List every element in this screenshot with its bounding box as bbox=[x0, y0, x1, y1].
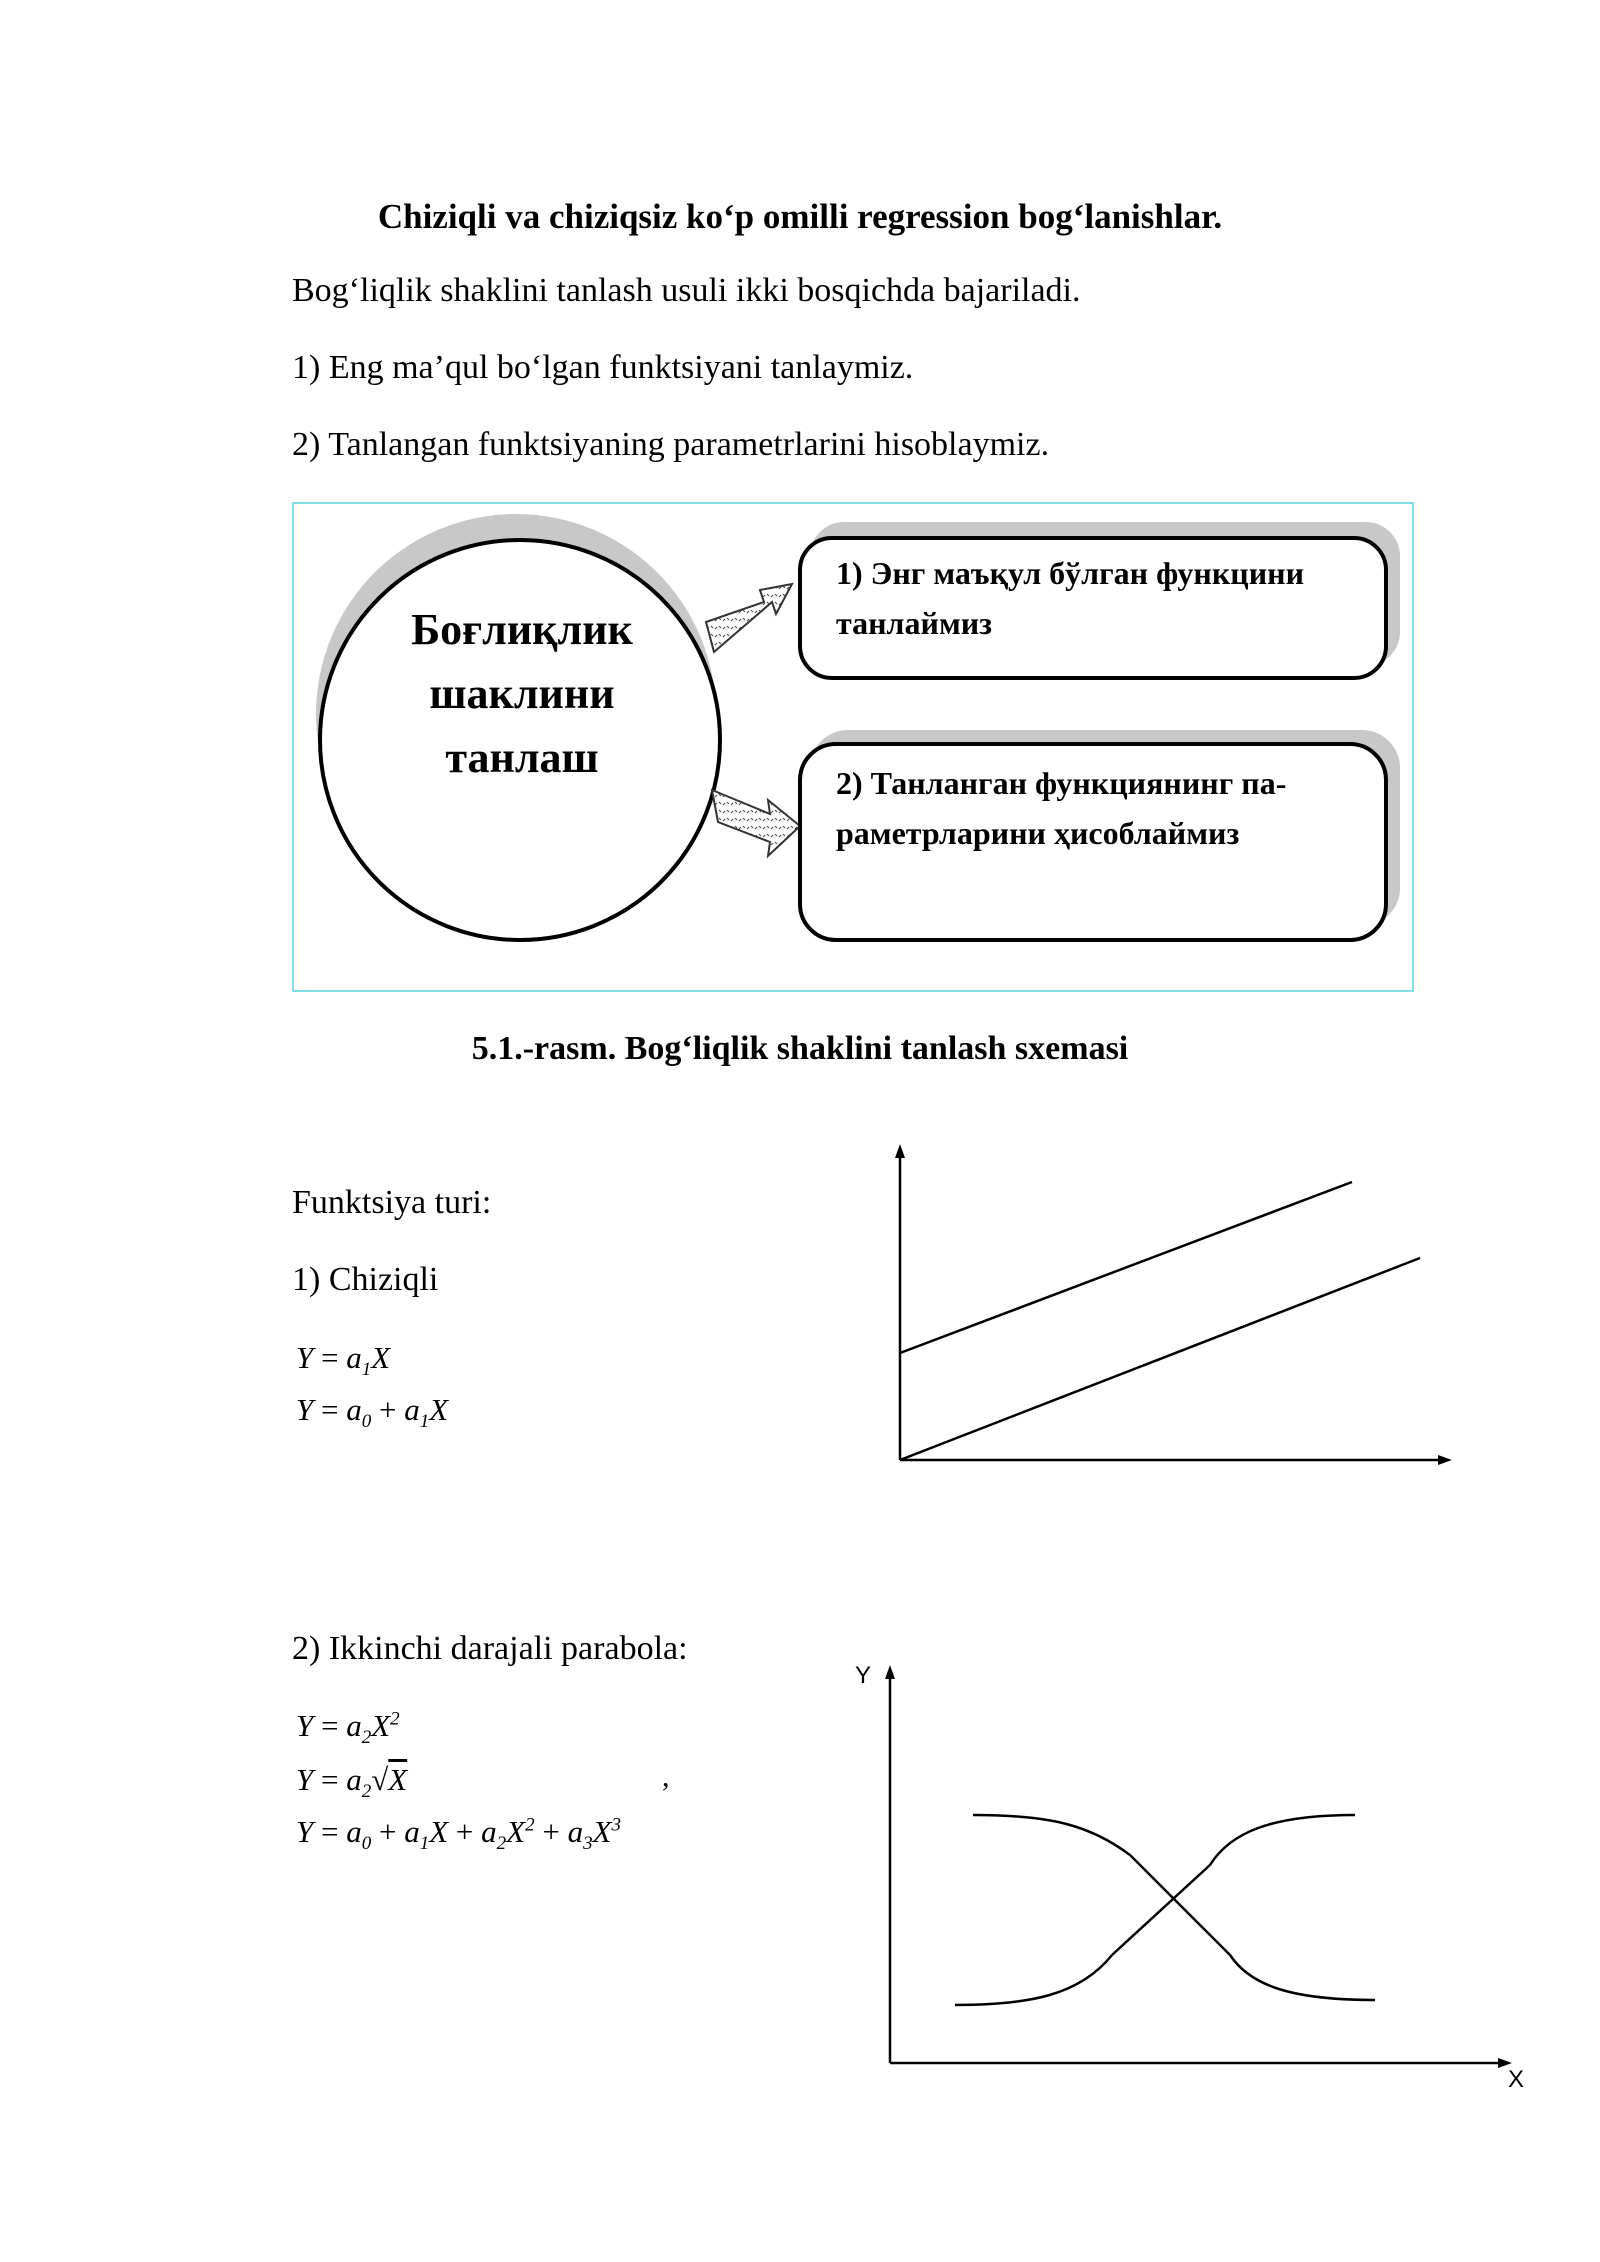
linear-graph bbox=[880, 1140, 1460, 1480]
x-axis-arrow-icon bbox=[1438, 1455, 1452, 1465]
box-2-text-line-1: 2) Танланган функциянинг па- bbox=[836, 765, 1287, 801]
formula-linear-2: $Y = a_0 + a_1X$ bbox=[296, 1392, 449, 1433]
arrow-to-box-1 bbox=[706, 584, 792, 652]
circle-text-line-2: шаклини bbox=[429, 669, 615, 718]
curve-decreasing-upper bbox=[973, 1815, 1130, 1855]
box-2-text-line-2: раметрларини ҳисоблаймиз bbox=[836, 815, 1240, 851]
curve-increasing-upper bbox=[1210, 1815, 1355, 1865]
function-type-label: Funktsiya turi: bbox=[292, 1184, 492, 1221]
y-axis-arrow-icon bbox=[895, 1144, 905, 1158]
y-axis-arrow-icon bbox=[885, 1665, 895, 1679]
formula-separator: , bbox=[662, 1760, 670, 1793]
formula-parabola-1: $Y = a_2X^2$ bbox=[296, 1708, 400, 1749]
linear-heading: 1) Chiziqli bbox=[292, 1261, 439, 1298]
selection-scheme-diagram bbox=[292, 502, 1414, 992]
step-2-text: 2) Tanlangan funktsiyaning parametrlarini hisoblaymiz. bbox=[292, 426, 1050, 463]
circle-text-line-3: танлаш bbox=[445, 733, 599, 782]
parabola-heading: 2) Ikkinchi darajali parabola: bbox=[292, 1630, 688, 1667]
line-through-origin bbox=[900, 1258, 1420, 1460]
curve-decreasing-lower bbox=[1230, 1955, 1375, 2000]
line-with-intercept bbox=[900, 1182, 1352, 1353]
crossing-line-down bbox=[1130, 1855, 1230, 1955]
circle-text-line-1: Боғлиқлик bbox=[411, 605, 633, 654]
figure-caption: 5.1.-rasm. Bog‘liqlik shaklini tanlash sxemasi bbox=[471, 1030, 1129, 1067]
parabola-graph bbox=[830, 1655, 1550, 2105]
arrow-to-box-2 bbox=[712, 790, 800, 856]
page-title: Chiziqli va chiziqsiz ko‘p omilli regression bog‘lanishlar. bbox=[377, 197, 1223, 236]
formula-parabola-3: $Y = a_0 + a_1X + a_2X^2 + a_3X^3$ bbox=[296, 1814, 621, 1855]
formula-linear-1: $Y = a_1X$ bbox=[296, 1340, 391, 1381]
intro-text: Bog‘liqlik shaklini tanlash usuli ikki bosqichda bajariladi. bbox=[292, 272, 1081, 309]
y-axis-label: Y bbox=[855, 1662, 872, 1689]
box-1-text-line-2: танлаймиз bbox=[836, 605, 993, 641]
step-1-text: 1) Eng ma’qul bo‘lgan funktsiyani tanlaymiz. bbox=[292, 349, 914, 386]
box-1-text-line-1: 1) Энг маъқул бўлган функцини bbox=[836, 555, 1305, 591]
x-axis-label: X bbox=[1508, 2066, 1525, 2093]
crossing-line-up bbox=[1112, 1865, 1210, 1955]
curve-increasing-lower bbox=[955, 1955, 1112, 2005]
formula-parabola-2: $Y = a_2√X$ bbox=[296, 1762, 408, 1803]
